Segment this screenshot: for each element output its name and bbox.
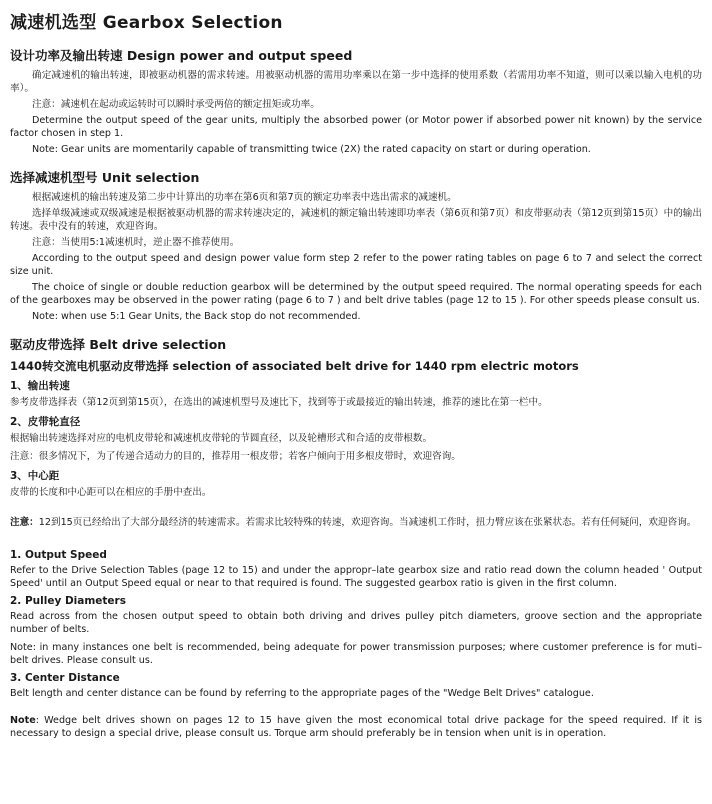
cn-output-speed-text: 参考皮带选择表（第12页到第15页），在选出的减速机型号及速比下，找到等于或最接近的输出转速，推荐的速比在第一栏中。 — [10, 397, 548, 408]
cn-output-speed-heading: 1、输出转速 — [10, 380, 70, 392]
en-belt-steps — [10, 549, 702, 700]
unit-cn-paragraph-1: 根据减速机的输出转速及第二步中计算出的功率在第6页和第7页的额定功率表中选出需求的减速机。 — [32, 192, 457, 203]
unit-cn-paragraph-3: 注意：当使用5:1减速机时，逆止器不推荐使用。 — [32, 237, 240, 248]
belt-drive-heading: 驱动皮带选择 Belt drive selection — [10, 337, 227, 352]
en-pulley-diameters-heading: 2. Pulley Diameters — [10, 595, 126, 607]
unit-cn-paragraph-2: 选择单级减速或双级减速是根据被驱动机器的需求转速决定的，减速机的额定输出转速即功率表（第6页和第7页）和皮带驱动表（第12页到第15页）中的输出转速。表中没有的转速，欢迎咨询。 — [10, 208, 702, 232]
belt-drive-section — [10, 335, 702, 740]
en-pulley-diameters-note: Note: in many instances one belt is recommended, being adequate for power transmission purposes; where customer preference is for muti–belt drives. Please consult us. — [10, 642, 702, 666]
cn-center-distance-heading: 3、中心距 — [10, 470, 60, 482]
design-power-section — [10, 46, 702, 156]
en-output-speed-text: Refer to the Drive Selection Tables (page 12 to 15) and under the appropr–late gearbox size and ratio read down the column headed ' Output Speed' until an Output Speed equal or near to that required is found. The suggested gearbox ratio is given in the first column. — [10, 565, 702, 589]
cn-pulley-diameter-heading: 2、皮带轮直径 — [10, 416, 81, 428]
en-center-distance-heading: 3. Center Distance — [10, 672, 120, 684]
unit-en-paragraph-1: According to the output speed and design power value form step 2 refer to the power rating tables on page 6 to 7 and select the correct size unit. — [10, 253, 702, 277]
cn-note-text: 12到15页已经给出了大部分最经济的转速需求。若需求比较特殊的转速，欢迎咨询。当减速机工作时，扭力臂应该在张紧状态。若有任何疑问，欢迎咨询。 — [38, 517, 697, 528]
unit-en-paragraph-2: The choice of single or double reduction gearbox will be determined by the output speed required. The normal operating speeds for each of the gearboxes may be observed in the power rating (page 6 to 7 ) and belt drive tables (page 12 to 15 ). For other speeds please consult us. — [10, 282, 702, 306]
belt-drive-subheading: 1440转交流电机驱动皮带选择 selection of associated belt drive for 1440 rpm electric motors — [10, 359, 579, 373]
en-note-label: Note — [10, 715, 36, 726]
design-power-heading: 设计功率及输出转速 Design power and output speed — [10, 48, 353, 63]
unit-selection-section — [10, 168, 702, 323]
en-output-speed-heading: 1. Output Speed — [10, 549, 107, 561]
cn-belt-note — [10, 516, 702, 529]
en-pulley-diameters-text: Read across from the chosen output speed to obtain both driving and drives pulley pitch diameters, groove section and the appropriate number of belts. — [10, 611, 702, 635]
cn-pulley-diameter-note: 注意：很多情况下，为了传递合适动力的目的，推荐用一根皮带；若客户倾向于用多根皮带时，欢迎咨询。 — [10, 451, 461, 462]
design-cn-paragraph-1: 确定减速机的输出转速，即被驱动机器的需求转速。用被驱动机器的需用功率乘以在第一步中选择的使用系数（若需用功率不知道，则可以乘以输入电机的功率）。 — [10, 70, 702, 94]
en-note-text: : Wedge belt drives shown on pages 12 to 15 have given the most economical total drive package for the speed required. If it is necessary to design a special drive, please consult us. Torque arm should preferably be in tension when unit is in operation. — [10, 715, 702, 739]
unit-en-paragraph-3: Note: when use 5:1 Gear Units, the Back stop do not recommended. — [32, 311, 361, 322]
design-en-paragraph-2: Note: Gear units are momentarily capable of transmitting twice (2X) the rated capacity on start or during operation. — [32, 144, 591, 155]
design-en-paragraph-1: Determine the output speed of the gear units, multiply the absorbed power (or Motor power if absorbed power nit known) by the service factor chosen in step 1. — [10, 115, 702, 139]
design-cn-paragraph-2: 注意：减速机在起动或运转时可以瞬时承受两倍的额定扭矩或功率。 — [32, 99, 320, 110]
cn-center-distance-text: 皮带的长度和中心距可以在相应的手册中查出。 — [10, 487, 212, 498]
en-belt-note — [10, 714, 702, 740]
cn-note-label: 注意： — [10, 517, 39, 528]
cn-pulley-diameter-text: 根据输出转速选择对应的电机皮带轮和减速机皮带轮的节圆直径，以及轮槽形式和合适的皮带根数。 — [10, 433, 433, 444]
unit-selection-heading: 选择减速机型号 Unit selection — [10, 170, 200, 185]
page-title: 减速机选型 Gearbox Selection — [10, 13, 283, 33]
en-center-distance-text: Belt length and center distance can be found by referring to the appropriate pages of the "Wedge Belt Drives" catalogue. — [10, 688, 594, 699]
